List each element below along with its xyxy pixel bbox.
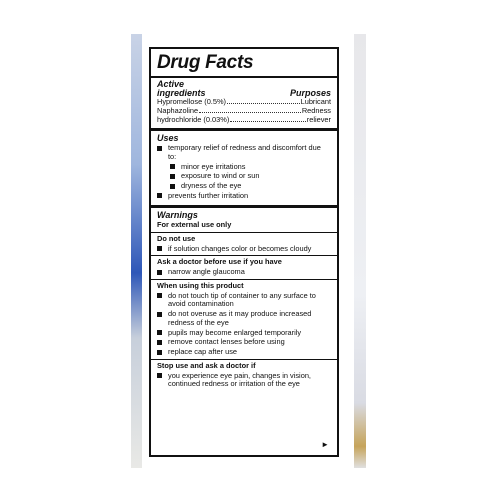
bullet-square-icon (157, 373, 162, 378)
ingredient-name: Hypromellose (0.5%) (157, 97, 227, 107)
divider (151, 279, 337, 280)
bullet-square-icon (157, 270, 162, 275)
list-item-text: do not overuse as it may produce increased redness of the eye (168, 309, 312, 327)
divider (151, 359, 337, 360)
dot-leader (227, 103, 300, 104)
purposes-heading: Purposes (289, 88, 331, 99)
when-using-list (157, 292, 331, 357)
ask-doctor-heading: Ask a doctor before use if you have (157, 257, 282, 267)
list-item (157, 329, 331, 338)
drug-facts-title: Drug Facts (151, 49, 337, 78)
ingredient-name: Naphazoline (157, 106, 199, 116)
when-using-heading: When using this product (157, 280, 244, 290)
ask-doctor-list (157, 268, 331, 277)
list-item (157, 310, 331, 327)
uses-heading: Uses (157, 132, 179, 143)
uses-section (151, 131, 337, 208)
do-not-use-heading: Do not use (157, 233, 196, 243)
list-item (157, 268, 331, 277)
list-item (157, 372, 331, 389)
list-item (157, 163, 331, 172)
list-item-text: prevents further irritation (168, 190, 249, 200)
list-item-text: dryness of the eye (181, 181, 242, 191)
stop-use-heading: Stop use and ask a doctor if (157, 360, 256, 370)
list-item-text: you experience eye pain, changes in vision, continued redness or irritation of the eye (168, 370, 311, 389)
active-ingredients-section (151, 78, 337, 130)
list-item (157, 182, 331, 191)
list-item (157, 292, 331, 309)
bullet-square-icon (157, 312, 162, 317)
list-item (157, 144, 331, 161)
continued-arrow-icon: ► (321, 439, 329, 449)
bullet-square-icon (157, 193, 162, 198)
bullet-square-icon (157, 350, 162, 355)
bullet-square-icon (170, 184, 175, 189)
list-item (157, 172, 331, 181)
ingredient-purpose: reliever (306, 114, 331, 124)
carton-right-edge (354, 34, 366, 468)
bullet-square-icon (157, 330, 162, 335)
active-ingredients-heading (157, 80, 206, 98)
bullet-square-icon (170, 164, 175, 169)
bullet-square-icon (157, 246, 162, 251)
list-item (157, 192, 331, 201)
ingredient-purpose: Lubricant (300, 97, 331, 107)
uses-list (157, 144, 331, 200)
external-use-note: For external use only (157, 220, 232, 230)
bullet-square-icon (157, 146, 162, 151)
divider (151, 255, 337, 256)
active-ingredients-header (157, 80, 331, 98)
list-item-text: replace cap after use (168, 347, 238, 357)
stop-use-list (157, 372, 331, 389)
drug-facts-panel (149, 47, 339, 457)
ingredient-row (157, 116, 331, 125)
list-item (157, 348, 331, 357)
bullet-square-icon (157, 293, 162, 298)
list-item-text: exposure to wind or sun (181, 171, 260, 181)
bullet-square-icon (170, 174, 175, 179)
ingredient-name: hydrochloride (0.03%) (157, 114, 230, 124)
list-item-text: temporary relief of redness and discomfort due to: (168, 143, 321, 161)
warnings-heading: Warnings (157, 209, 198, 220)
list-item-text: do not touch tip of container to any surface to avoid contamination (168, 290, 316, 309)
list-item-text: pupils may become enlarged temporarily (168, 327, 302, 337)
list-item-text: minor eye irritations (181, 161, 246, 171)
warnings-section (151, 208, 337, 404)
ingredient-list (157, 98, 331, 124)
do-not-use-list (157, 245, 331, 254)
carton-left-edge (131, 34, 142, 468)
ingredient-purpose: Redness (301, 106, 331, 116)
dot-leader (230, 121, 305, 122)
active-heading-line2: ingredients (157, 88, 206, 99)
list-item-text: if solution changes color or becomes cloudy (168, 243, 312, 253)
dot-leader (199, 112, 301, 113)
list-item (157, 338, 331, 347)
list-item-text: remove contact lenses before using (168, 337, 285, 347)
list-item (157, 245, 331, 254)
active-heading-line1: Active (157, 79, 185, 90)
bullet-square-icon (157, 340, 162, 345)
divider (151, 232, 337, 233)
list-item-text: narrow angle glaucoma (168, 267, 245, 277)
